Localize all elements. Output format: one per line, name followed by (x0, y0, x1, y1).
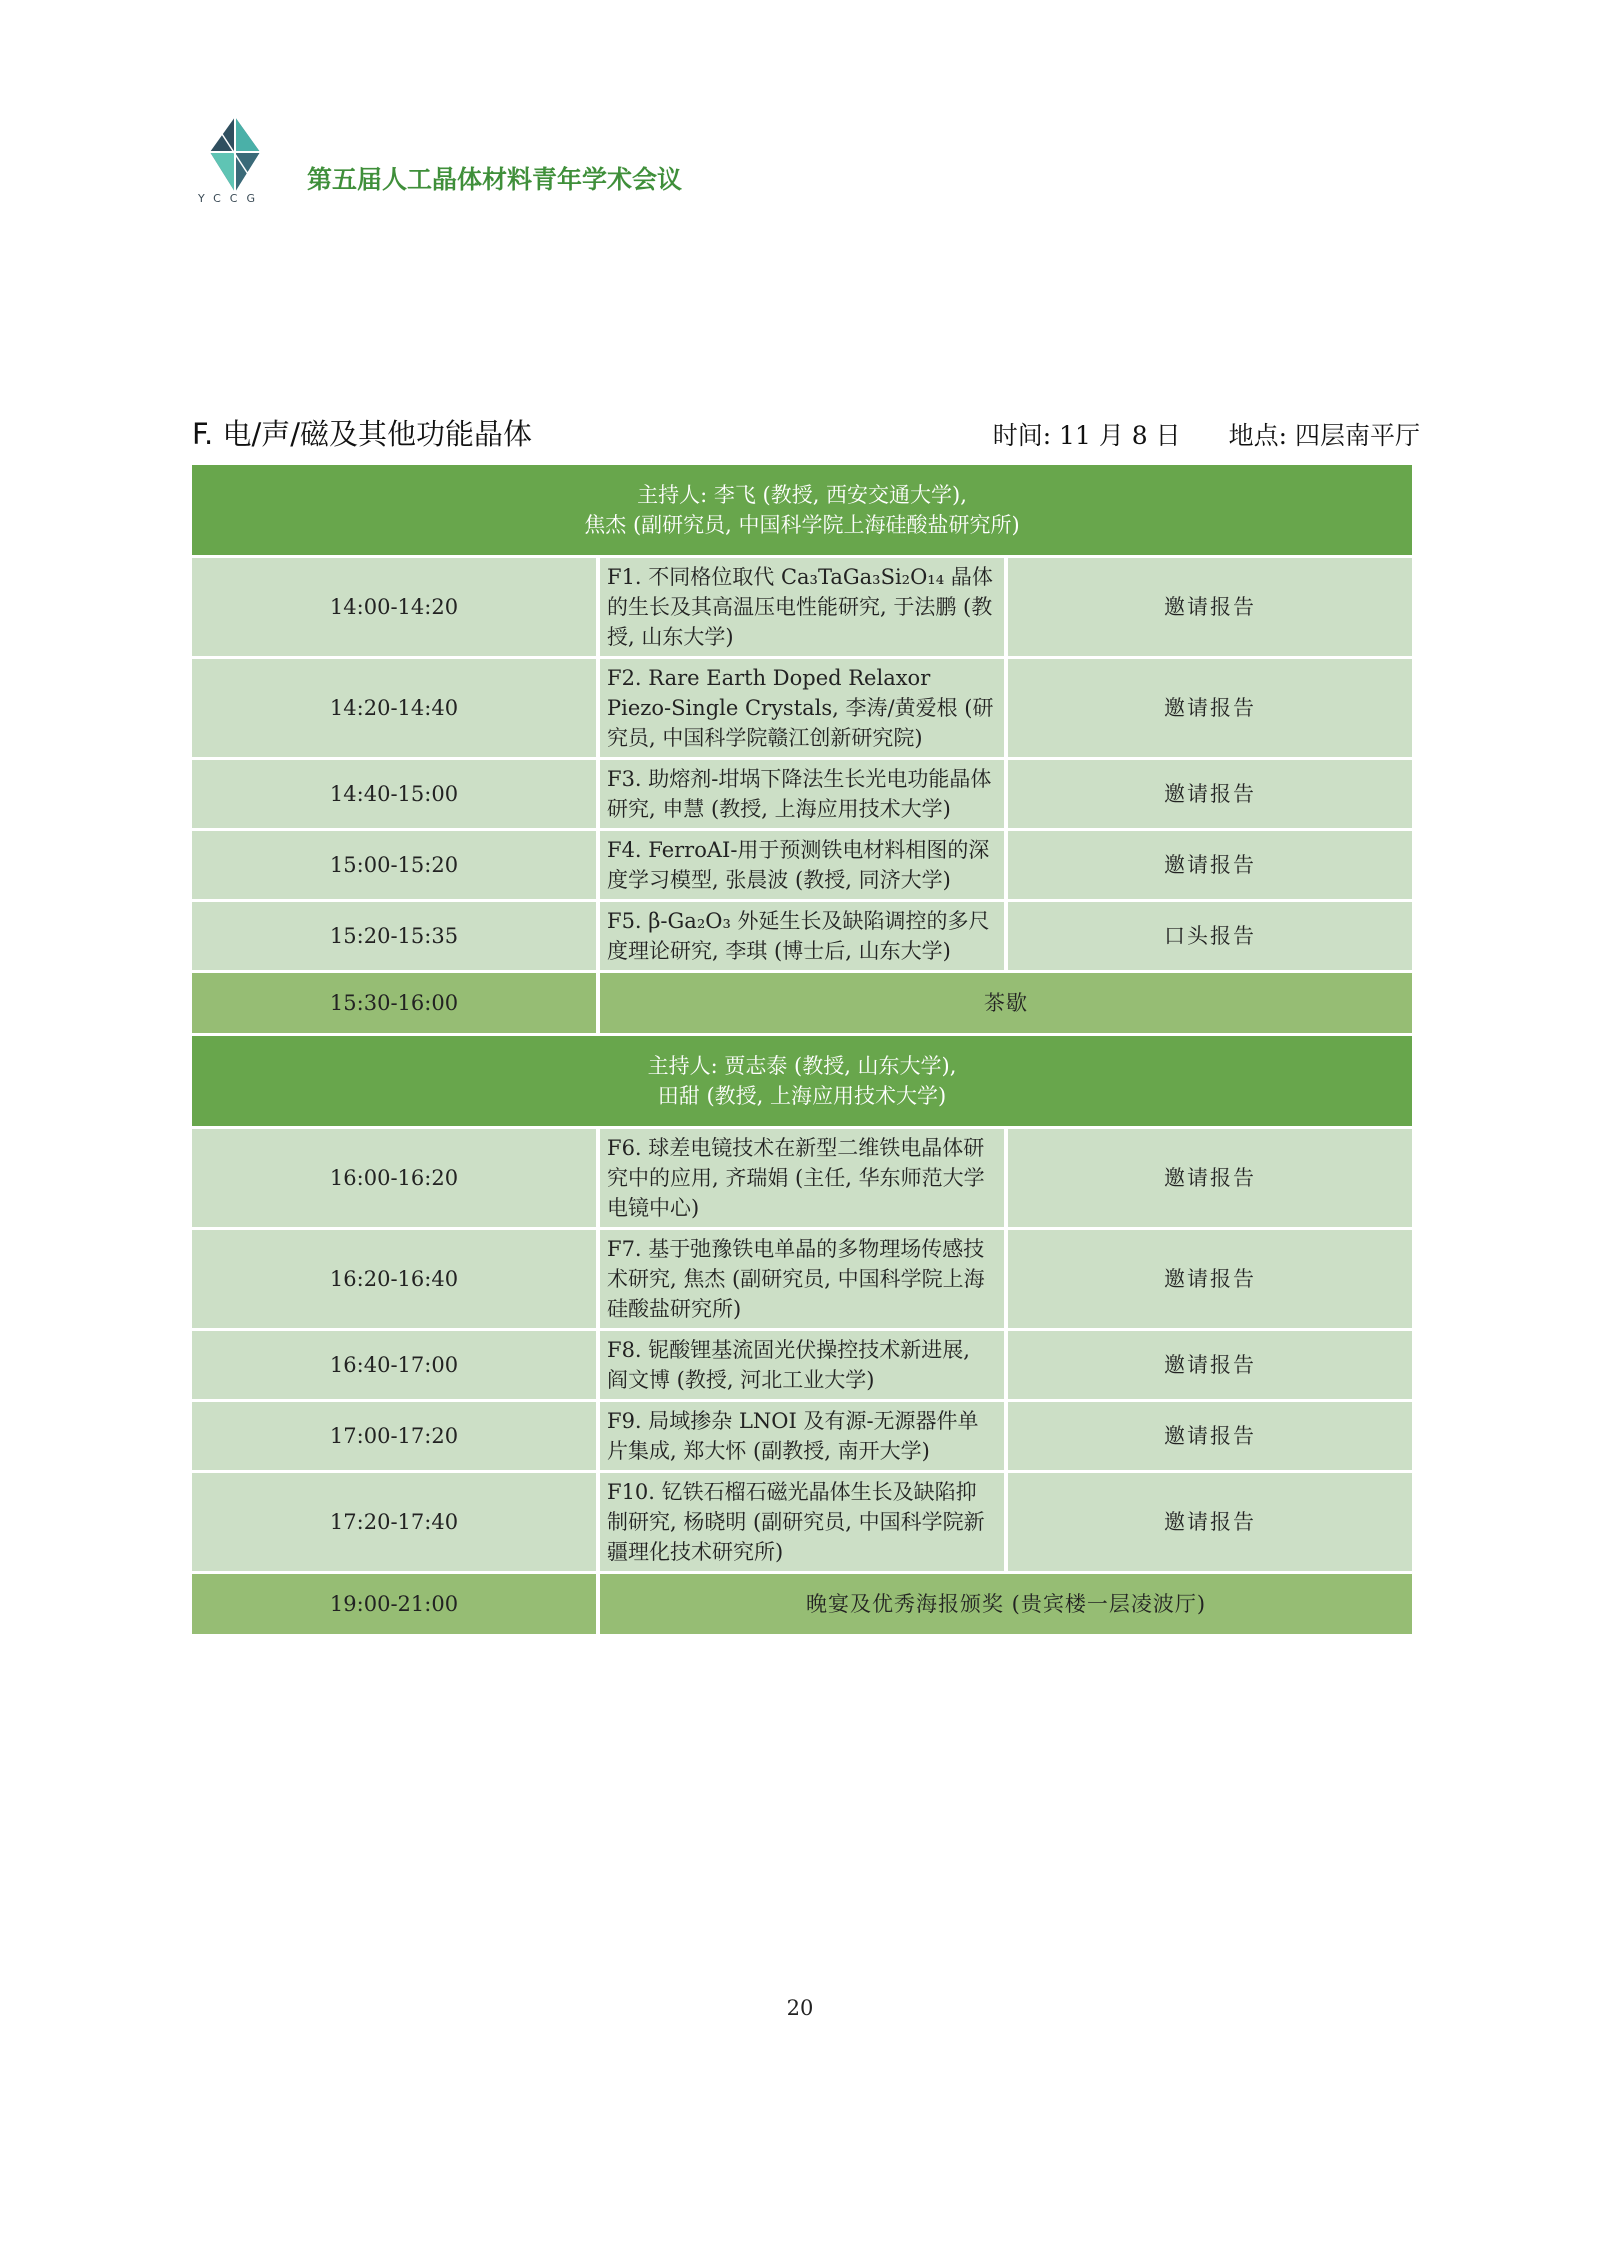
talk-type-cell: 邀请报告 (1008, 1129, 1412, 1227)
talk-title-cell: F10. 钇铁石榴石磁光晶体生长及缺陷抑制研究, 杨晓明 (副研究员, 中国科学院新疆理化技术研究所) (600, 1473, 1004, 1571)
page-number: 20 (786, 1996, 814, 2020)
time-cell: 15:20-15:35 (192, 902, 596, 970)
talk-type-cell: 邀请报告 (1008, 659, 1412, 757)
host-line: 主持人: 贾志泰 (教授, 山东大学), (647, 1054, 957, 1078)
table-row (192, 659, 1412, 757)
host-row (192, 1036, 1412, 1126)
logo-text: YCCG (198, 192, 265, 205)
table-row (192, 1230, 1412, 1328)
talk-type-cell: 邀请报告 (1008, 760, 1412, 828)
host-cell (192, 1036, 1412, 1126)
time-cell: 14:20-14:40 (192, 659, 596, 757)
talk-title-cell: F2. Rare Earth Doped Relaxor Piezo-Single Crystals, 李涛/黄爱根 (研究员, 中国科学院赣江创新研究院) (600, 659, 1004, 757)
table-row (192, 1473, 1412, 1571)
session-place: 地点: 四层南平厅 (1228, 421, 1420, 450)
time-place (993, 416, 1420, 452)
talk-title-cell: F6. 球差电镜技术在新型二维铁电晶体研究中的应用, 齐瑞娟 (主任, 华东师范大学电镜中心) (600, 1129, 1004, 1227)
schedule-table (188, 462, 1416, 1637)
break-label: 晚宴及优秀海报颁奖 (贵宾楼一层凌波厅) (600, 1574, 1412, 1634)
break-row (192, 973, 1412, 1033)
host-line: 焦杰 (副研究员, 中国科学院上海硅酸盐研究所) (584, 513, 1020, 537)
talk-title-cell: F4. FerroAI-用于预测铁电材料相图的深度学习模型, 张晨波 (教授, 同济大学) (600, 831, 1004, 899)
conference-title: 第五届人工晶体材料青年学术会议 (307, 165, 683, 194)
talk-type-cell: 邀请报告 (1008, 558, 1412, 656)
talk-type-cell: 邀请报告 (1008, 1402, 1412, 1470)
talk-type-cell: 口头报告 (1008, 902, 1412, 970)
talk-title-cell: F5. β-Ga₂O₃ 外延生长及缺陷调控的多尺度理论研究, 李琪 (博士后, 山东大学) (600, 902, 1004, 970)
time-cell: 16:40-17:00 (192, 1331, 596, 1399)
session-time: 时间: 11 月 8 日 (992, 421, 1181, 450)
talk-type-cell: 邀请报告 (1008, 831, 1412, 899)
talk-type-cell: 邀请报告 (1008, 1473, 1412, 1571)
time-cell: 16:20-16:40 (192, 1230, 596, 1328)
table-row (192, 902, 1412, 970)
break-row (192, 1574, 1412, 1634)
table-row (192, 1129, 1412, 1227)
talk-type-cell: 邀请报告 (1008, 1230, 1412, 1328)
table-row (192, 1331, 1412, 1399)
section-title: F. 电/声/磁及其他功能晶体 (192, 417, 532, 451)
talk-title-cell: F1. 不同格位取代 Ca₃TaGa₃Si₂O₁₄ 晶体的生长及其高温压电性能研究, 于法鹏 (教授, 山东大学) (600, 558, 1004, 656)
table-row (192, 760, 1412, 828)
host-row (192, 465, 1412, 555)
table-row (192, 1402, 1412, 1470)
table-row (192, 831, 1412, 899)
talk-title-cell: F9. 局域掺杂 LNOI 及有源-无源器件单片集成, 郑大怀 (副教授, 南开大学) (600, 1402, 1004, 1470)
talk-title-cell: F7. 基于弛豫铁电单晶的多物理场传感技术研究, 焦杰 (副研究员, 中国科学院上海硅酸盐研究所) (600, 1230, 1004, 1328)
time-cell: 14:40-15:00 (192, 760, 596, 828)
host-line: 田甜 (教授, 上海应用技术大学) (657, 1084, 947, 1108)
time-cell: 14:00-14:20 (192, 558, 596, 656)
host-cell (192, 465, 1412, 555)
talk-title-cell: F3. 助熔剂-坩埚下降法生长光电功能晶体研究, 申慧 (教授, 上海应用技术大学) (600, 760, 1004, 828)
time-cell: 15:00-15:20 (192, 831, 596, 899)
talk-type-cell: 邀请报告 (1008, 1331, 1412, 1399)
time-cell: 17:20-17:40 (192, 1473, 596, 1571)
time-cell: 16:00-16:20 (192, 1129, 596, 1227)
table-row (192, 558, 1412, 656)
break-label: 茶歇 (600, 973, 1412, 1033)
time-cell: 19:00-21:00 (192, 1574, 596, 1634)
time-cell: 15:30-16:00 (192, 973, 596, 1033)
time-cell: 17:00-17:20 (192, 1402, 596, 1470)
talk-title-cell: F8. 铌酸锂基流固光伏操控技术新进展, 阎文博 (教授, 河北工业大学) (600, 1331, 1004, 1399)
host-line: 主持人: 李飞 (教授, 西安交通大学), (637, 483, 967, 507)
